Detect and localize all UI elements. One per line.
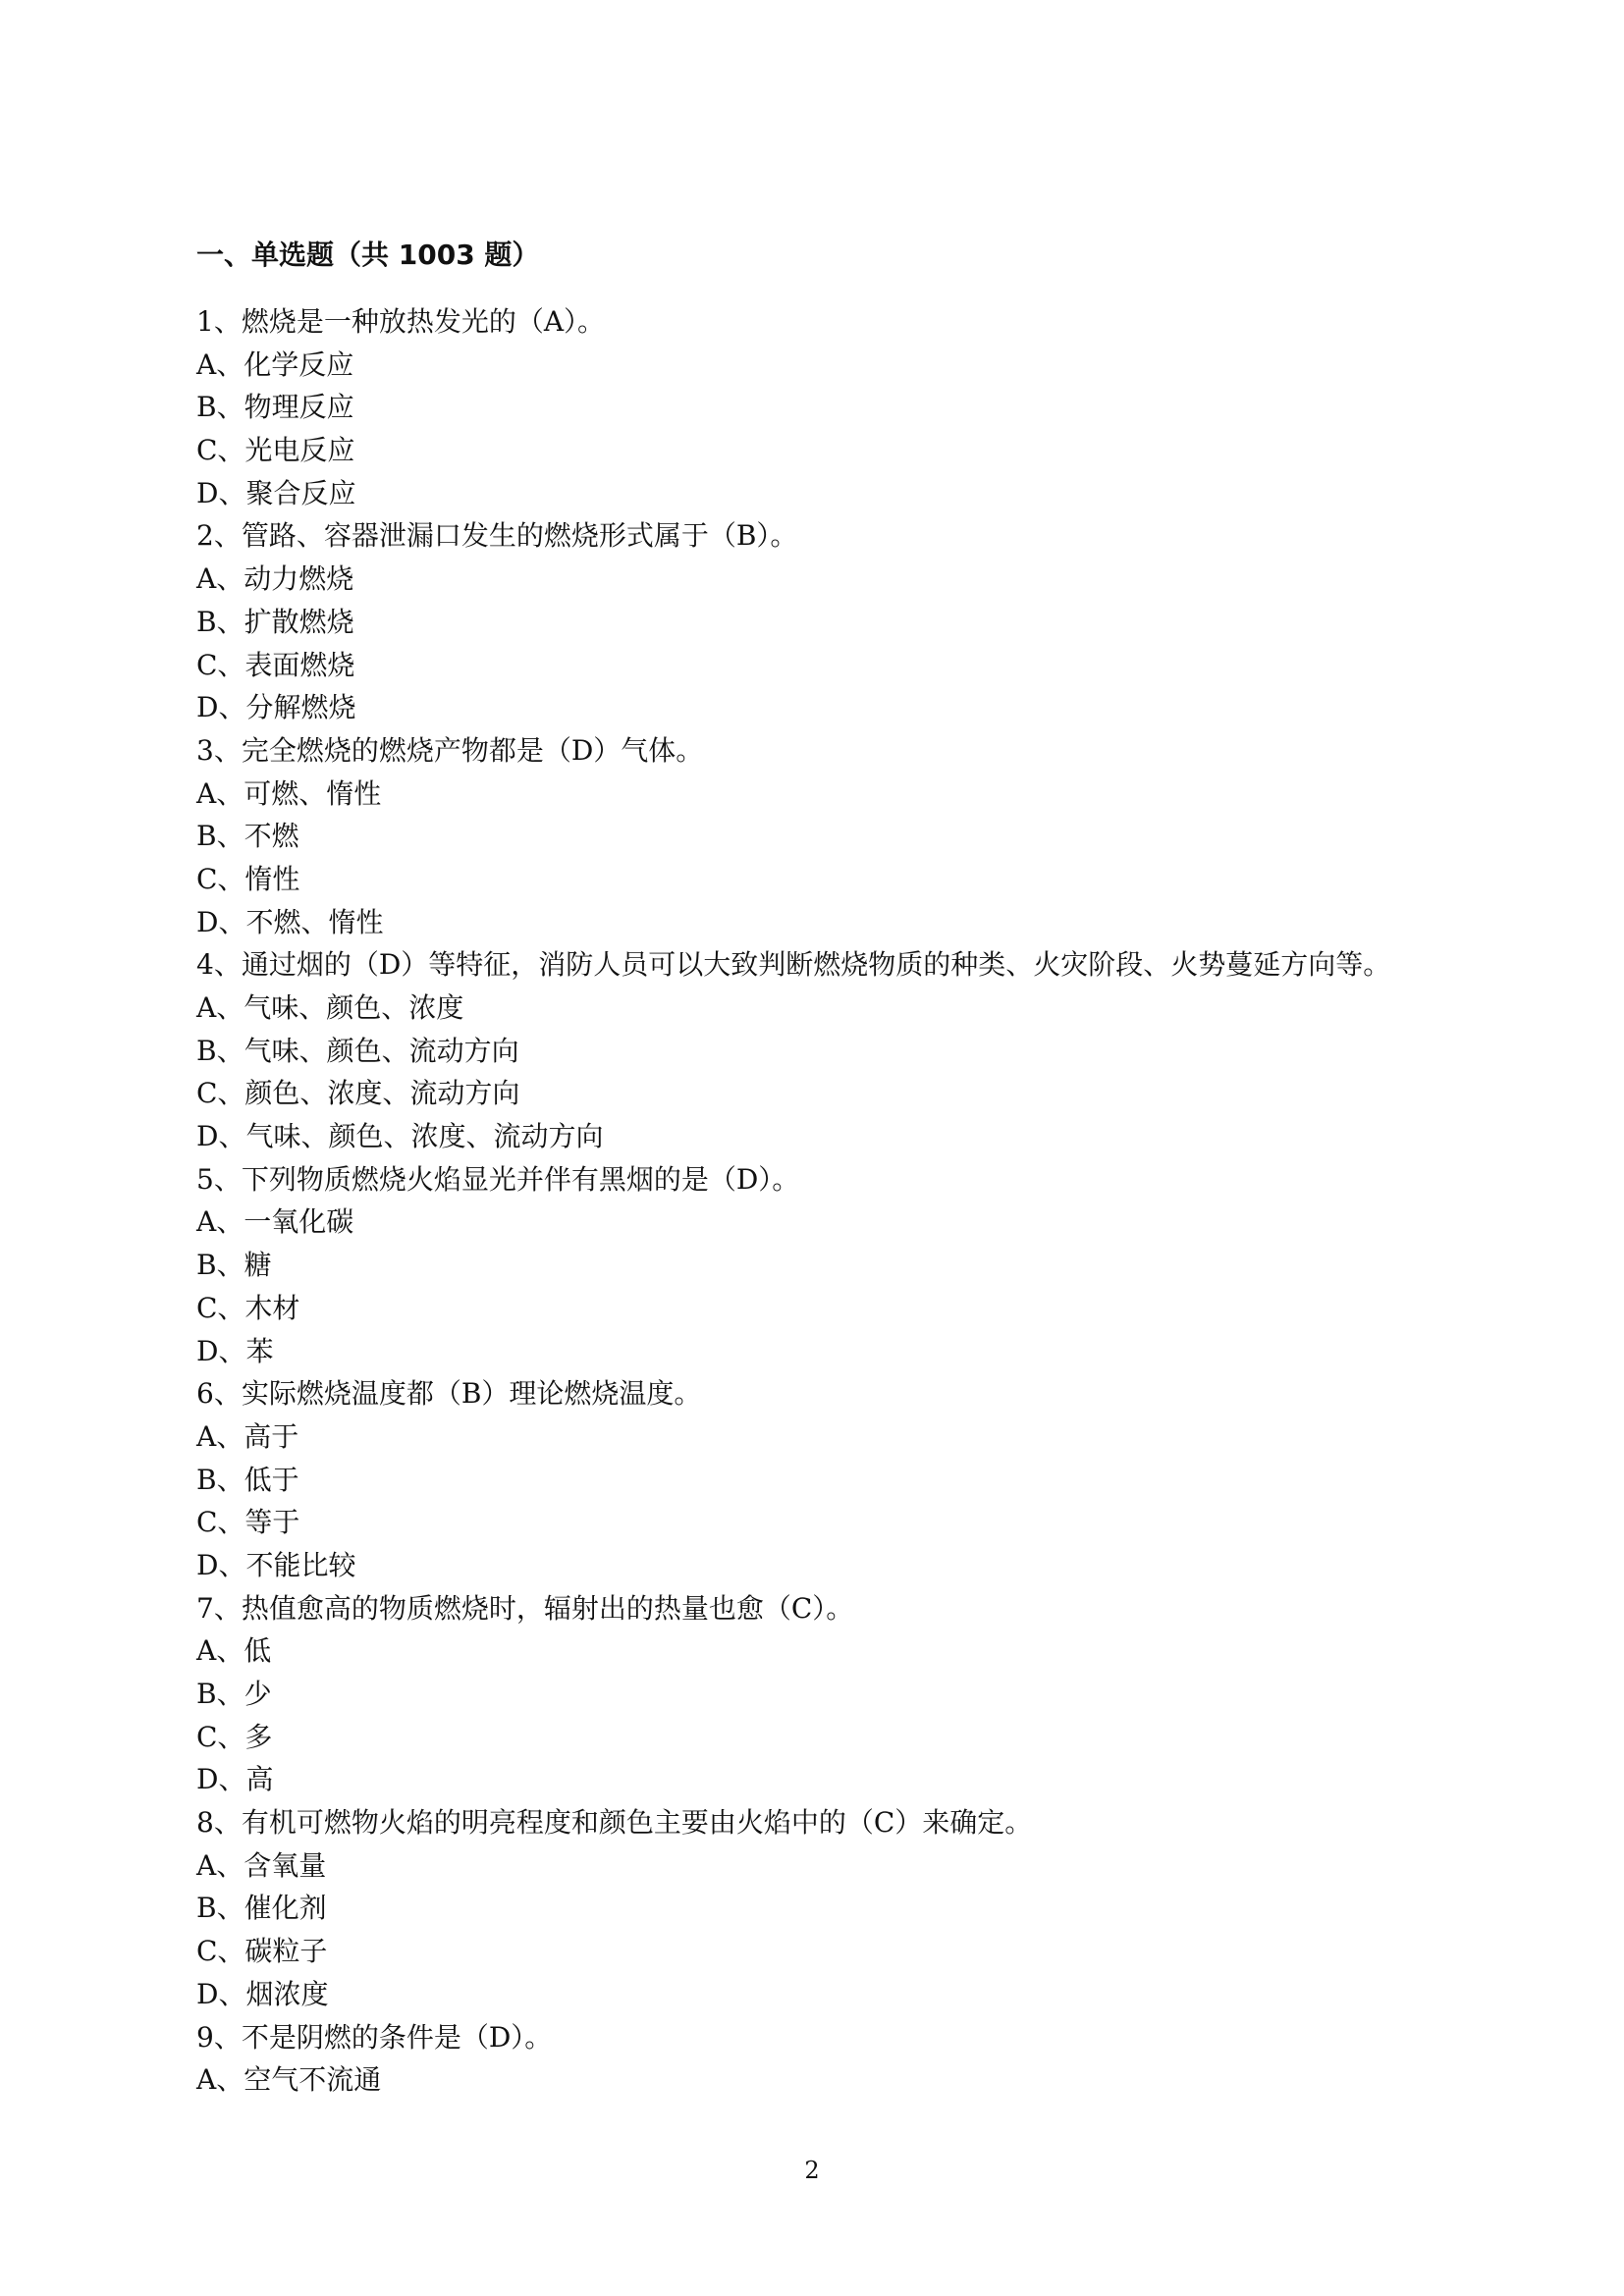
question-option: C、木材	[196, 1291, 300, 1324]
question-option: D、不燃、惰性	[196, 905, 384, 938]
question-stem: 4、通过烟的（D）等特征，消防人员可以大致判断燃烧物质的种类、火灾阶段、火势蔓延方向等。	[196, 948, 1391, 982]
question-option: D、聚合反应	[196, 476, 356, 509]
question-option: C、表面燃烧	[196, 648, 355, 681]
question-option: B、气味、颜色、流动方向	[196, 1034, 519, 1067]
question-stem: 2、管路、容器泄漏口发生的燃烧形式属于（B）。	[196, 519, 798, 553]
question-option: D、分解燃烧	[196, 691, 356, 724]
question-option: B、糖	[196, 1249, 272, 1282]
question-option: A、化学反应	[196, 347, 354, 381]
section-title: 一、单选题（共 1003 题）	[196, 239, 540, 271]
question-stem: 6、实际燃烧温度都（B）理论燃烧温度。	[196, 1377, 702, 1411]
question-option: B、扩散燃烧	[196, 605, 354, 638]
question-option: A、可燃、惰性	[196, 776, 382, 810]
question-stem: 5、下列物质燃烧火焰显光并伴有黑烟的是（D）。	[196, 1162, 800, 1196]
question-list	[196, 300, 1473, 2102]
question-option: C、颜色、浓度、流动方向	[196, 1077, 520, 1110]
question-option: B、不燃	[196, 820, 299, 853]
question-option: B、催化剂	[196, 1892, 327, 1925]
question-option: B、少	[196, 1678, 272, 1710]
question-option: D、烟浓度	[196, 1977, 329, 2010]
question-option: C、光电反应	[196, 434, 355, 467]
question-option: B、物理反应	[196, 391, 354, 424]
question-option: D、不能比较	[196, 1548, 356, 1581]
question-stem: 3、完全燃烧的燃烧产物都是（D）气体。	[196, 733, 704, 767]
question-stem: 9、不是阴燃的条件是（D）。	[196, 2020, 553, 2054]
question-option: D、苯	[196, 1334, 274, 1367]
question-option: A、动力燃烧	[196, 562, 354, 596]
question-option: D、高	[196, 1763, 274, 1796]
question-option: B、低于	[196, 1463, 299, 1496]
question-stem: 7、热值愈高的物质燃烧时，辐射出的热量也愈（C）。	[196, 1591, 854, 1625]
question-option: A、低	[196, 1634, 272, 1668]
question-option: A、含氧量	[196, 1848, 327, 1882]
question-option: C、多	[196, 1720, 273, 1753]
question-option: A、高于	[196, 1419, 299, 1453]
question-stem: 8、有机可燃物火焰的明亮程度和颜色主要由火焰中的（C）来确定。	[196, 1806, 1033, 1840]
question-option: D、气味、颜色、浓度、流动方向	[196, 1120, 604, 1153]
question-option: C、等于	[196, 1506, 300, 1539]
question-option: A、气味、颜色、浓度	[196, 991, 464, 1024]
question-option: A、空气不流通	[196, 2063, 382, 2097]
question-stem: 1、燃烧是一种放热发光的（A）。	[196, 305, 606, 338]
page-number: 2	[804, 2157, 820, 2184]
question-option: C、碳粒子	[196, 1935, 328, 1968]
question-option: C、惰性	[196, 862, 300, 895]
question-option: A、一氧化碳	[196, 1205, 354, 1239]
